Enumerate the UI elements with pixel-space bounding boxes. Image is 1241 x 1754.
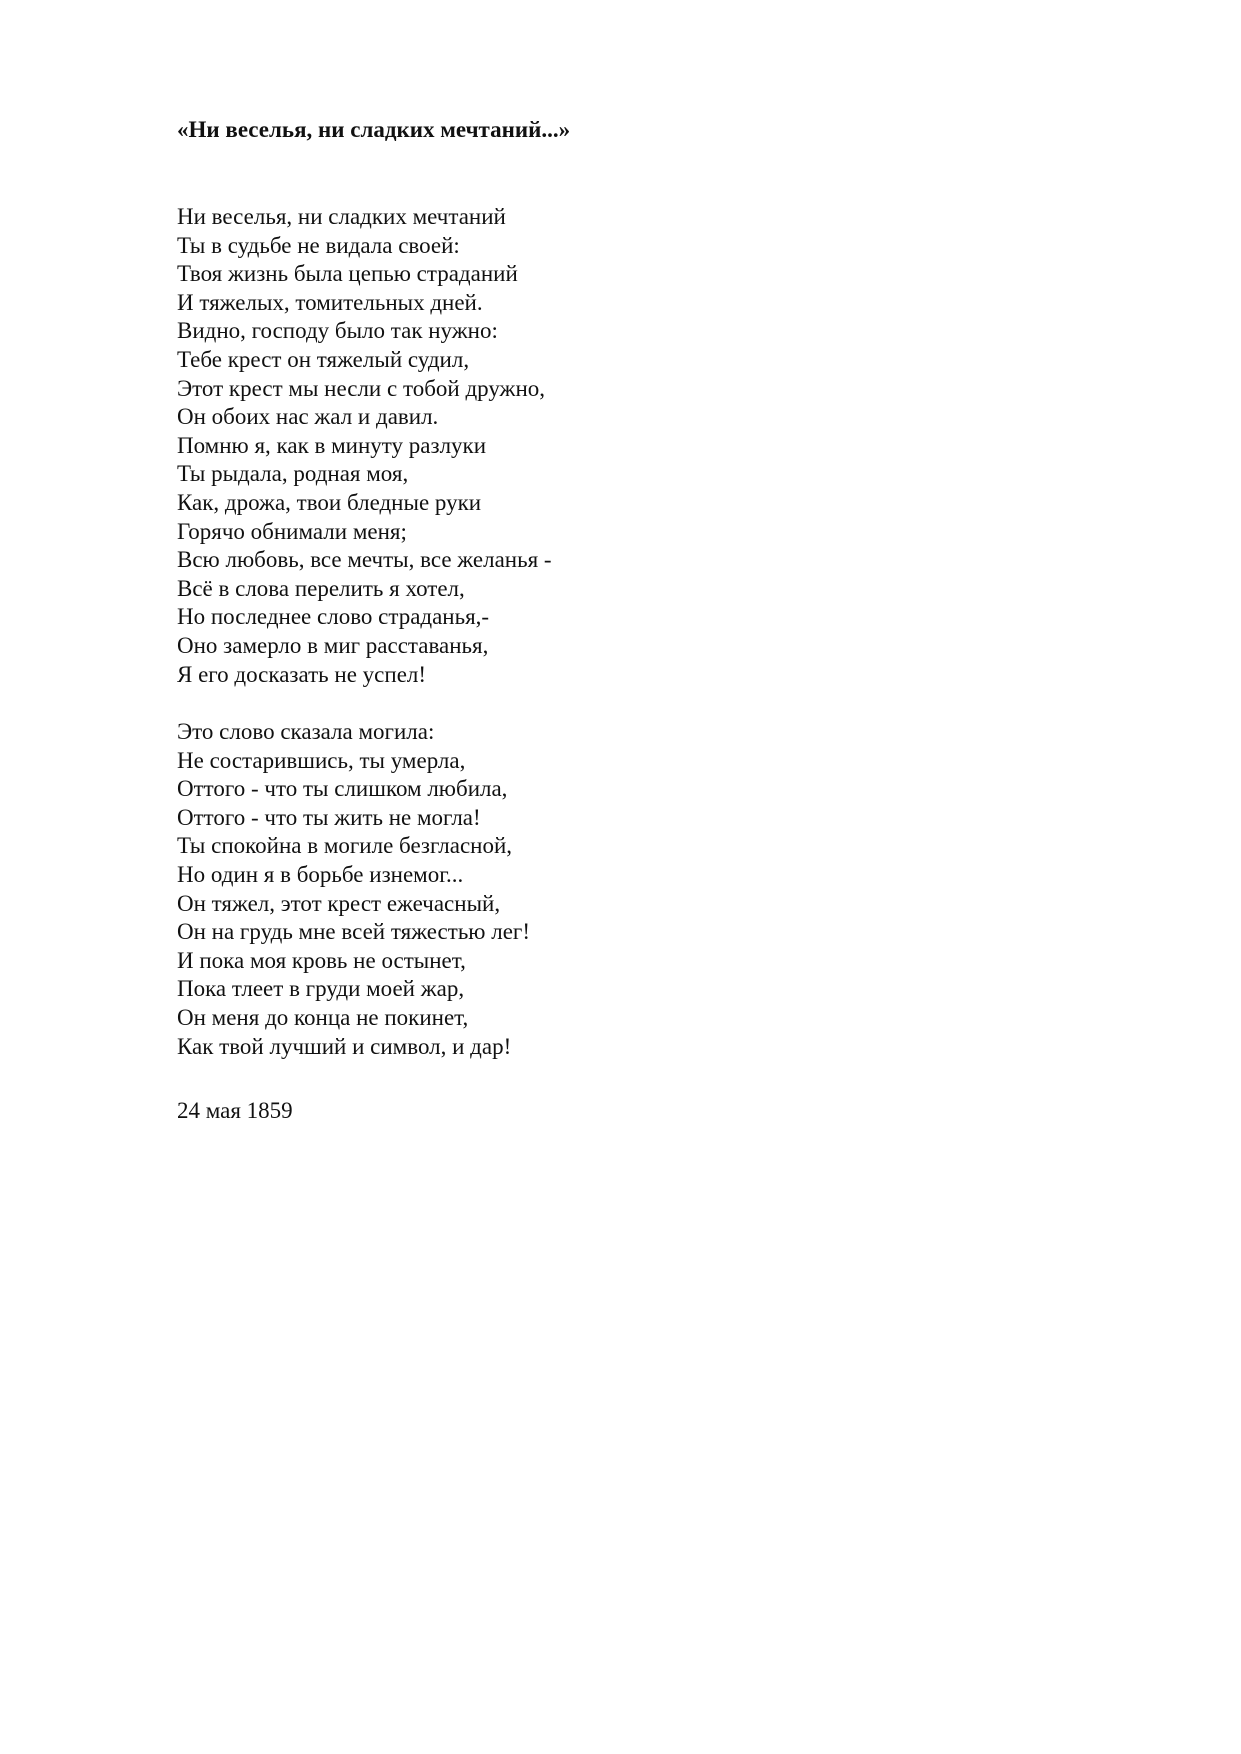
poem-line: Всё в слова перелить я хотел, [177, 575, 465, 601]
poem-date: 24 мая 1859 [177, 1098, 293, 1123]
poem-line: Пока тлеет в груди моей жар, [177, 976, 465, 1002]
poem-line: Он на грудь мне всей тяжестью лег! [177, 919, 531, 945]
poem-line: Ты спокойна в могиле безгласной, [177, 833, 513, 859]
poem-line: Это слово сказала могила: [177, 719, 435, 745]
poem-line: Он тяжел, этот крест ежечасный, [177, 890, 501, 916]
poem-line: Оттого - что ты слишком любила, [177, 776, 508, 802]
poem-line: Этот крест мы несли с тобой дружно, [177, 375, 545, 401]
poem-title: «Ни веселья, ни сладких мечтаний...» [177, 117, 571, 142]
poem-line: Твоя жизнь была цепью страданий [177, 261, 518, 287]
poem-line: Оно замерло в миг расставанья, [177, 632, 489, 658]
poem-body [177, 203, 1077, 1061]
poem-line: Помню я, как в минуту разлуки [177, 432, 487, 458]
stanza-2 [177, 718, 1077, 1061]
poem-line: Тебе крест он тяжелый судил, [177, 346, 470, 372]
poem-line: Ты рыдала, родная моя, [177, 461, 409, 487]
poem-line: Ты в судьбе не видала своей: [177, 232, 460, 258]
stanza-1 [177, 203, 1077, 689]
poem-line: Как твой лучший и символ, и дар! [177, 1033, 512, 1059]
poem-line: Он меня до конца не покинет, [177, 1005, 469, 1031]
poem-line: Как, дрожа, твои бледные руки [177, 489, 482, 515]
poem-line: Ни веселья, ни сладких мечтаний [177, 204, 506, 229]
poem-line: Но последнее слово страданья,- [177, 604, 490, 630]
poem-line: И пока моя кровь не остынет, [177, 947, 466, 973]
poem-line: Оттого - что ты жить не могла! [177, 804, 481, 830]
poem-line: Всю любовь, все мечты, все желанья - [177, 547, 552, 573]
poem-line: И тяжелых, томительных дней. [177, 289, 483, 315]
poem-line: Он обоих нас жал и давил. [177, 404, 439, 430]
poem-line: Но один я в борьбе изнемог... [177, 862, 464, 888]
poem-line: Не состарившись, ты умерла, [177, 747, 466, 773]
poem-line: Я его досказать не успел! [177, 661, 427, 687]
poem-line: Горячо обнимали меня; [177, 518, 407, 544]
poem-line: Видно, господу было так нужно: [177, 318, 498, 344]
